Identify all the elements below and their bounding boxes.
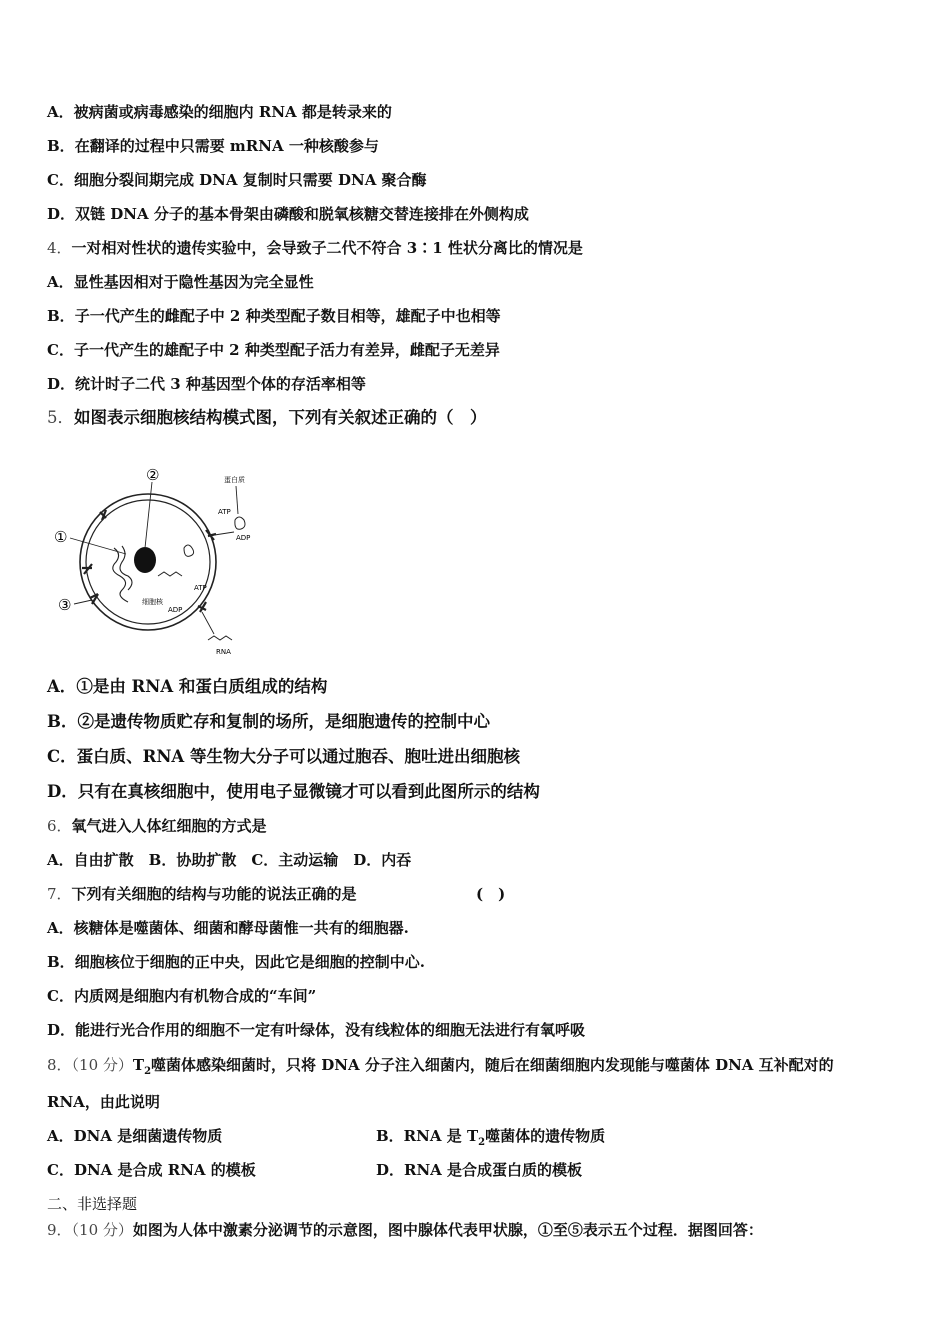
q7-answer-bracket: ( ) <box>476 885 506 903</box>
q5-stem: 5．如图表示细胞核结构模式图，下列有关叙述正确的（ ） <box>47 408 487 427</box>
arrow-out <box>202 612 214 634</box>
pointer-2 <box>145 482 152 548</box>
q5-option-b: B．②是遗传物质贮存和复制的场所，是细胞遗传的控制中心 <box>47 712 490 731</box>
figure-label-3: ③ <box>58 596 72 614</box>
rna-molecule-outside <box>208 636 232 640</box>
q7-option-b: B．细胞核位于细胞的正中央，因此它是细胞的控制中心. <box>47 953 425 971</box>
q4-option-a: A．显性基因相对于隐性基因为完全显性 <box>47 273 314 291</box>
q5-option-c: C．蛋白质、RNA 等生物大分子可以通过胞吞、胞吐进出细胞核 <box>47 747 520 766</box>
q4-stem: 4．一对相对性状的遗传实验中，会导致子二代不符合 3∶1 性状分离比的情况是 <box>47 239 583 257</box>
section-heading: 二、非选择题 <box>47 1195 138 1213</box>
protein-molecule-inside <box>184 545 194 556</box>
q3-option-b: B．在翻译的过程中只需要 mRNA 一种核酸参与 <box>47 137 379 155</box>
q4-option-d: D．统计时子二代 3 种基因型个体的存活率相等 <box>47 375 366 393</box>
q8-stem: 8．（10 分）$T_2$噬菌体感染细菌时，只将 DNA 分子注入细菌内，随后在细菌细胞内发现能与噬菌体 DNA 互补配对的 <box>47 1056 834 1077</box>
q8-option-c: C．DNA 是合成 RNA 的模板 <box>47 1161 256 1179</box>
q7-option-a: A．核糖体是噬菌体、细菌和酵母菌惟一共有的细胞器. <box>47 919 409 937</box>
q8-option-a: A．DNA 是细菌遗传物质 <box>47 1127 223 1145</box>
q6-options: A．自由扩散 B．协助扩散 C．主动运输 D．内吞 <box>47 851 412 869</box>
q8-stem-continued: RNA，由此说明 <box>47 1093 160 1111</box>
pointer-protein <box>236 486 238 514</box>
figure-label-rna: RNA <box>216 648 231 656</box>
nucleolus <box>134 547 156 573</box>
q3-option-a: A．被病菌或病毒感染的细胞内 RNA 都是转录来的 <box>47 103 392 121</box>
q8-option-d: D．RNA 是合成蛋白质的模板 <box>376 1161 583 1179</box>
q3-option-d: D．双链 DNA 分子的基本骨架由磷酸和脱氧核糖交替连接排在外侧构成 <box>47 205 529 223</box>
q5-option-a: A．①是由 RNA 和蛋白质组成的结构 <box>47 677 328 696</box>
q6-stem: 6．氧气进入人体红细胞的方式是 <box>47 817 267 835</box>
protein-molecule-outside <box>235 517 245 529</box>
nucleus-structure-figure <box>48 462 258 662</box>
figure-label-adp-top: ADP <box>236 534 251 542</box>
chromatin <box>113 546 132 602</box>
figure-label-atp-bottom: ATP <box>194 584 207 592</box>
pointer-3 <box>74 600 92 604</box>
q9-stem: 9．（10 分）如图为人体中激素分泌调节的示意图，图中腺体代表甲状腺，①至⑤表示五个过程．据图回答： <box>47 1221 763 1239</box>
figure-label-2: ② <box>146 466 160 484</box>
q7-stem: 7．下列有关细胞的结构与功能的说法正确的是 <box>47 885 357 903</box>
q3-option-c: C．细胞分裂间期完成 DNA 复制时只需要 DNA 聚合酶 <box>47 171 427 189</box>
q4-option-c: C．子一代产生的雄配子中 2 种类型配子活力有差异，雌配子无差异 <box>47 341 500 359</box>
figure-label-1: ① <box>54 528 68 546</box>
figure-label-protein: 蛋白质 <box>224 476 245 484</box>
q5-option-d: D．只有在真核细胞中，使用电子显微镜才可以看到此图所示的结构 <box>47 782 540 801</box>
q4-option-b: B．子一代产生的雌配子中 2 种类型配子数目相等，雄配子中也相等 <box>47 307 501 325</box>
figure-label-atp-top: ATP <box>218 508 231 516</box>
figure-label-adp-bottom: ADP <box>168 606 183 614</box>
q7-option-d: D．能进行光合作用的细胞不一定有叶绿体，没有线粒体的细胞无法进行有氧呼吸 <box>47 1021 586 1039</box>
q8-option-b: B．RNA 是 $T_2$噬菌体的遗传物质 <box>376 1127 606 1148</box>
pointer-1 <box>70 538 126 554</box>
rna-molecule-inside <box>158 572 182 576</box>
q7-option-c: C．内质网是细胞内有机物合成的“车间” <box>47 987 317 1005</box>
figure-label-nucleus: 细胞核 <box>142 598 163 606</box>
